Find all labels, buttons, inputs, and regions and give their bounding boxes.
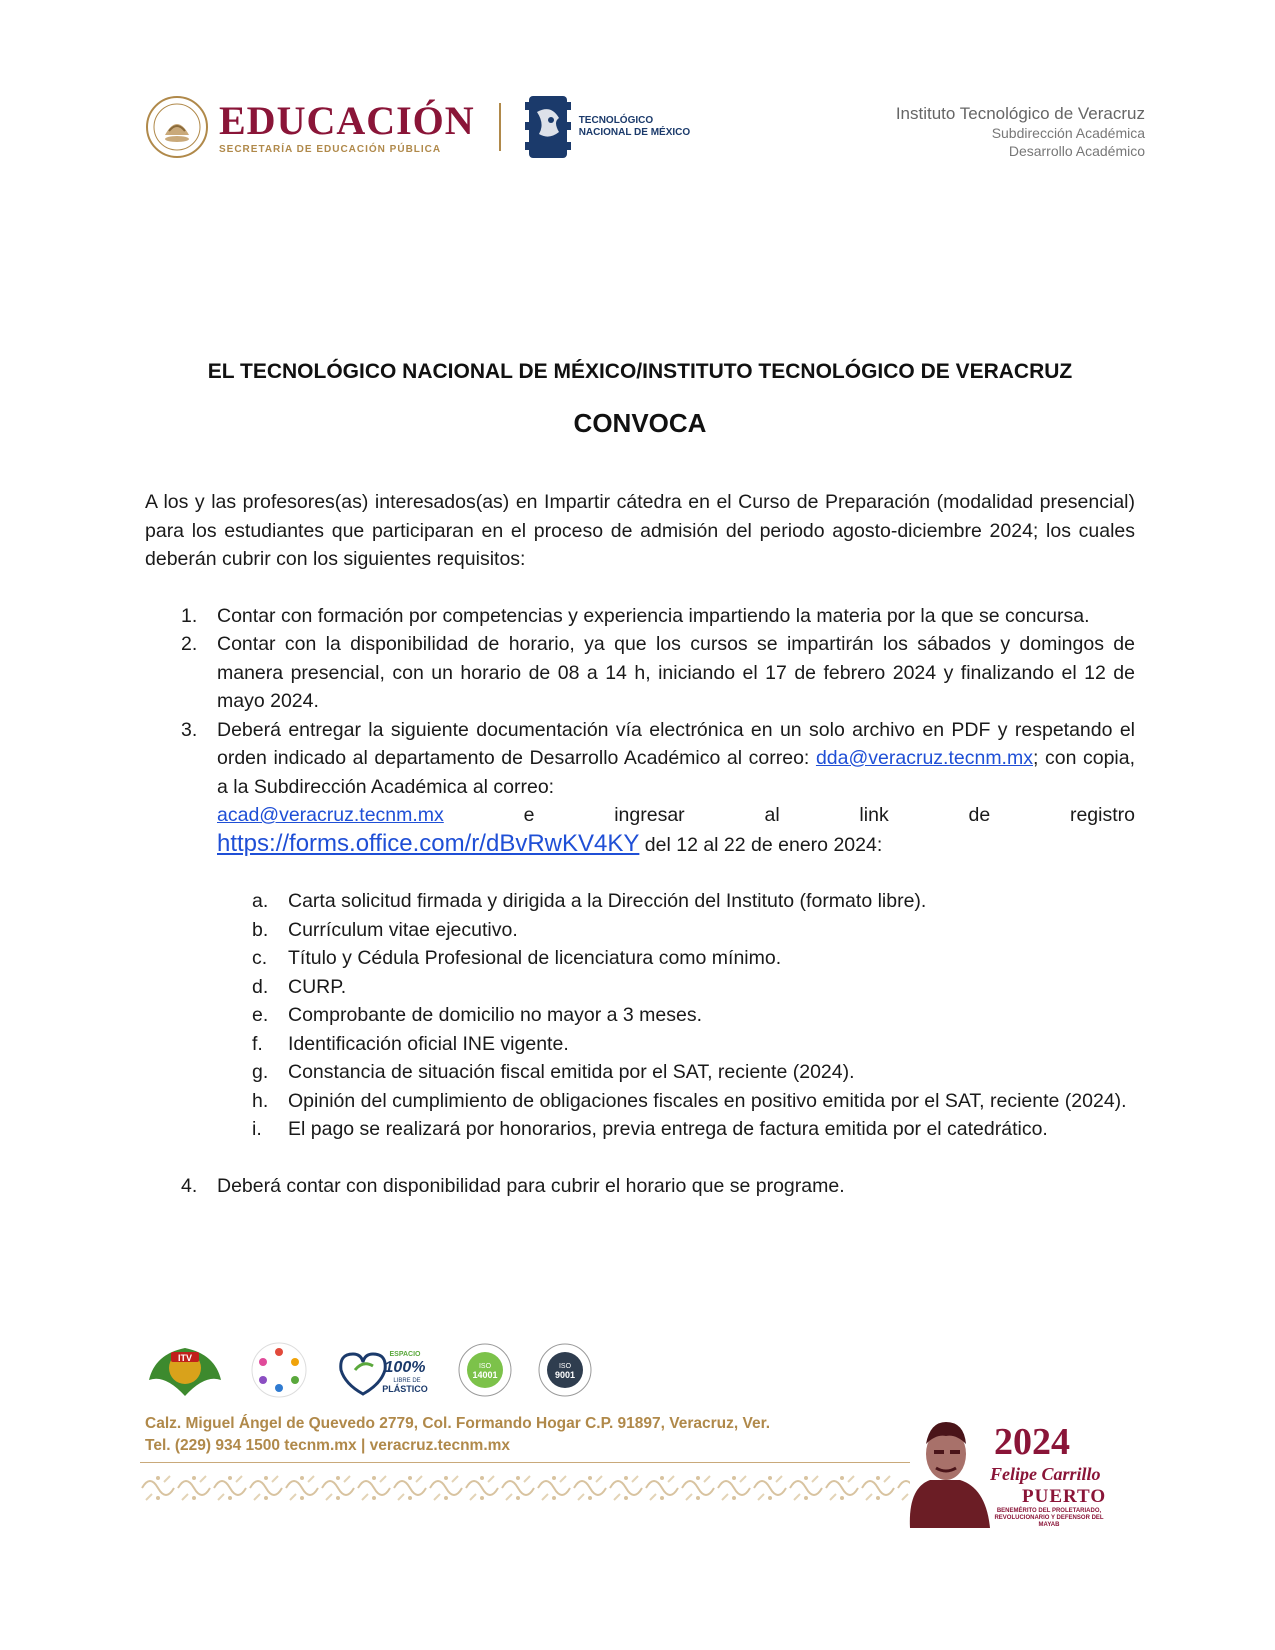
mexico-seal-icon [145,95,209,159]
document-text: Título y Cédula Profesional de licenciatura como mínimo. [288,947,782,969]
document-item [145,916,1135,945]
sep-subtitle: SECRETARÍA DE EDUCACIÓN PÚBLICA [219,143,442,155]
requirement-text: Contar con la disponibilidad de horario, ya que los cursos se impartirán los sábados y domingos de manera presencial, con un horario de 08 a 14 h, iniciando el 17 de febrero 2024 y finalizando el 12 de mayo 2024. [217,633,1135,712]
document-item [145,1030,1135,1059]
tecnm-wordmark [579,115,691,139]
document-item [145,973,1135,1002]
document-item [145,944,1135,973]
requirement-3-text-c: e ingresar al link de registro [523,804,1135,826]
equity-ring-icon [249,1340,309,1400]
anniversary-year: 2024 [994,1421,1070,1463]
requirement-3-text-a: Deberá entregar la siguiente documentación vía electrónica en un solo archivo en PDF y respetando el orden indicado al departamento de Desarrollo Académico al correo: [217,718,1135,769]
document-letter: d. [252,975,269,998]
document-item [145,1115,1135,1144]
address-line-2: Tel. (229) 934 1500 tecnm.mx | veracruz.tecnm.mx [145,1437,511,1454]
plastic-free-text-4: PLÁSTICO [382,1384,428,1394]
document-text: Identificación oficial INE vigente. [288,1032,569,1055]
iso14001-number: 14001 [472,1370,498,1380]
requirement-text [217,716,1135,860]
requirement-number: 2. [181,633,198,655]
document-subtitle: CONVOCA [573,408,707,438]
plastic-free-logo-icon [333,1340,433,1400]
documents-list [145,887,1135,1144]
document-item [145,1058,1135,1087]
footer-address [145,1413,770,1457]
document-letter: a. [252,890,269,912]
logo-divider [499,103,501,151]
email-link-dda[interactable]: dda@veracruz.tecnm.mx [815,747,1033,769]
address-line-1: Calz. Miguel Ángel de Quevedo 2779, Col. Formando Hogar C.P. 91897, Veracruz, Ver. [145,1415,771,1432]
plastic-free-text-1: ESPACIO [389,1351,421,1358]
requirement-number: 4. [181,1174,198,1197]
requirement-3-text-b: ; con copia, a la Subdirección Académica al correo: [217,747,1136,798]
anniversary-motto: BENEMÉRITO DEL PROLETARIADO, REVOLUCIONARIO Y DEFENSOR DEL MAYAB [994,1508,1104,1528]
anniversary-name-2: PUERTO [1022,1486,1107,1507]
document-text: Opinión del cumplimiento de obligaciones fiscales en positivo emitida por el SAT, reciente (2024). [288,1089,1127,1112]
sep-wordmark: EDUCACIÓN [219,97,475,143]
institute-block [896,104,1145,160]
certification-logos [145,1338,593,1402]
document-item [145,1087,1135,1116]
subdireccion-name: Subdirección Académica [991,125,1145,141]
requirement-item [145,716,1135,860]
registration-link[interactable]: https://forms.office.com/r/dBvRwKV4KY [217,829,640,857]
document-text: Constancia de situación fiscal emitida por el SAT, reciente (2024). [288,1061,855,1083]
requirement-item [145,602,1135,631]
itv-logo-text: ITV [177,1353,193,1363]
document-text: Comprobante de domicilio no mayor a 3 meses. [288,1004,703,1026]
document-letter: h. [252,1089,269,1112]
iso9001-number: 9001 [554,1370,576,1380]
letterhead [145,90,1145,170]
iso9001-seal-icon [537,1342,593,1398]
document-body [145,488,1135,1200]
tecnm-line-2: NACIONAL DE MÉXICO [578,127,691,138]
requirement-3-part-1 [217,716,1135,802]
requirement-3-part-2 [217,801,1135,830]
requirement-number: 1. [181,604,198,627]
document-letter: b. [252,918,269,941]
intro-paragraph: A los y las profesores(as) interesados(as) en Impartir cátedra en el Curso de Preparación (modalidad presencial) para los estudiantes que participaran en el proceso de admisión del periodo agosto-diciembre 2024; los cuales deberán cubrir con los siguientes requisitos: [145,491,1135,570]
department-name: Desarrollo Académico [1008,143,1145,159]
requirement-item [145,1172,1135,1201]
document-letter: i. [252,1118,262,1140]
decorative-band-icon [140,1470,910,1506]
requirement-3-text-d: del 12 al 22 de enero 2024: [639,833,883,856]
sep-logo [145,90,690,164]
document-text: Currículum vitae ejecutivo. [288,918,518,941]
document-letter: e. [252,1004,269,1026]
requirement-text: Contar con formación por competencias y experiencia impartiendo la materia por la que se concursa. [217,604,1090,627]
document-item [145,887,1135,916]
anniversary-emblem [890,1408,1125,1528]
document-text: El pago se realizará por honorarios, previa entrega de factura emitida por el catedrático. [288,1118,1048,1140]
plastic-free-text-3: LIBRE DE [393,1378,421,1384]
document-text: Carta solicitud firmada y dirigida a la Dirección del Instituto (formato libre). [288,890,927,912]
document-letter: c. [252,947,268,969]
footer-divider [140,1462,910,1463]
document-title: EL TECNOLÓGICO NACIONAL DE MÉXICO/INSTITUTO TECNOLÓGICO DE VERACRUZ [207,360,1073,383]
document-item [145,1001,1135,1030]
requirement-text: Deberá contar con disponibilidad para cubrir el horario que se programe. [217,1174,845,1197]
iso14001-seal-icon [457,1342,513,1398]
iso9001-label: ISO [558,1363,572,1370]
iso14001-label: ISO [478,1363,492,1370]
document-letter: f. [252,1032,263,1055]
portrait-icon [890,1408,1000,1528]
itv-logo-icon [145,1340,225,1400]
document-letter: g. [252,1061,269,1083]
tecnm-gear-icon [525,92,571,162]
requirements-list [145,602,1135,1201]
plastic-free-text-2: 100% [384,1359,426,1376]
requirement-number: 3. [181,718,198,741]
institute-name: Instituto Tecnológico de Veracruz [895,104,1145,123]
email-link-acad[interactable]: acad@veracruz.tecnm.mx [217,804,444,826]
tecnm-line-1: TECNOLÓGICO [578,115,654,126]
anniversary-name-1: Felipe Carrillo [990,1464,1101,1484]
document-text: CURP. [288,975,347,998]
requirement-3-part-3 [217,830,1135,860]
requirement-item [145,630,1135,716]
